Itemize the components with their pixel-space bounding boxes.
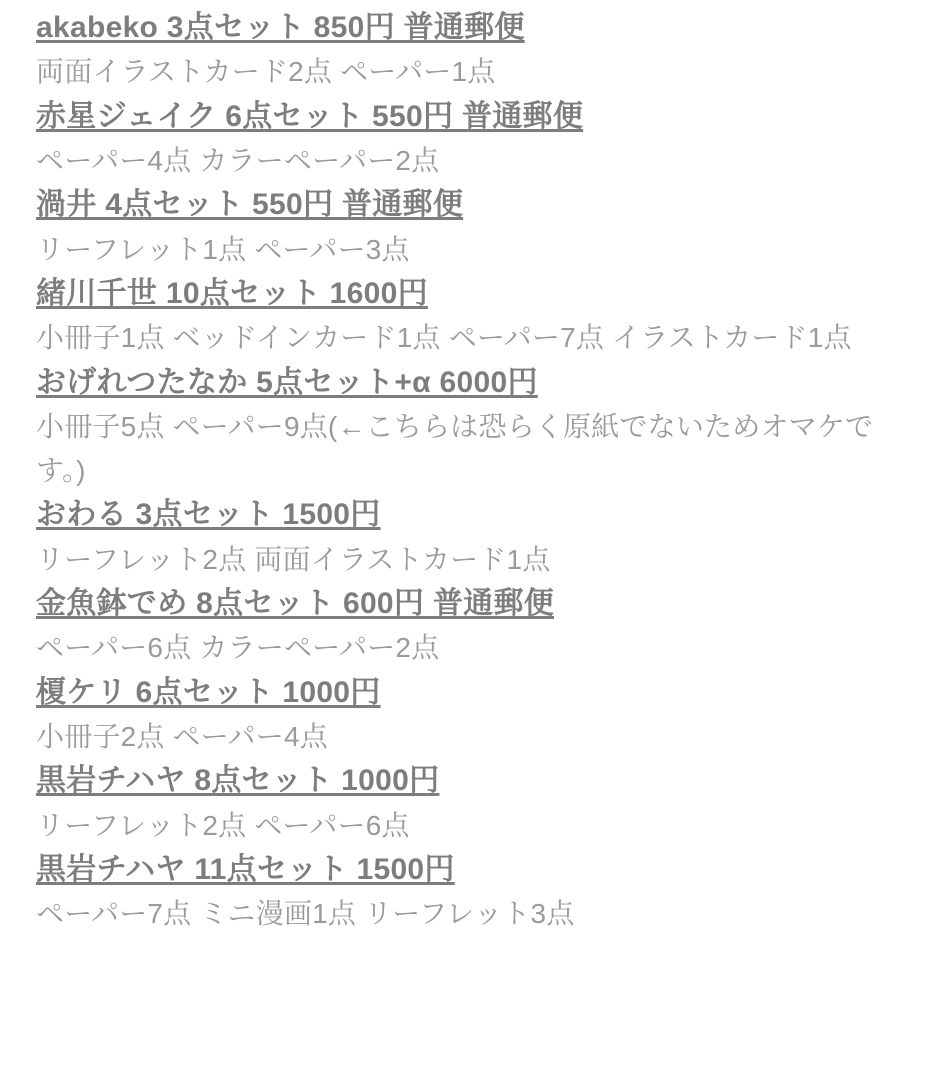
item-detail: ペーパー6点 カラーペーパー2点 xyxy=(36,632,440,664)
item-detail: リーフレット1点 ペーパー3点 xyxy=(36,233,410,265)
item-detail: リーフレット2点 両面イラストカード1点 xyxy=(36,543,551,575)
list-item xyxy=(36,183,911,272)
item-detail: ペーパー7点 ミニ漫画1点 リーフレット3点 xyxy=(36,898,575,930)
item-title: akabeko 3点セット 850円 普通郵便 xyxy=(36,11,525,44)
item-title: 渦井 4点セット 550円 普通郵便 xyxy=(36,188,464,222)
list-item xyxy=(36,95,911,184)
item-detail: ペーパー4点 カラーペーパー2点 xyxy=(36,145,440,177)
item-title: 黒岩チハヤ 11点セット 1500円 xyxy=(36,852,455,886)
item-detail: 両面イラストカード2点 ペーパー1点 xyxy=(36,56,496,88)
item-title: 赤星ジェイク 6点セット 550円 普通郵便 xyxy=(36,99,584,133)
item-title: おわる 3点セット 1500円 xyxy=(36,498,381,532)
item-detail: 小冊子5点 ペーパー9点(←こちらは恐らく原紙でないためオマケです。) xyxy=(36,410,874,487)
item-title: 金魚鉢でめ 8点セット 600円 普通郵便 xyxy=(36,586,555,620)
list-item xyxy=(36,361,911,494)
item-detail: 小冊子1点 ベッドインカード1点 ペーパー7点 イラストカード1点 xyxy=(36,322,852,354)
list-item xyxy=(36,759,911,848)
item-detail: リーフレット2点 ペーパー6点 xyxy=(36,809,410,841)
list-item xyxy=(36,582,911,671)
item-detail: 小冊子2点 ペーパー4点 xyxy=(36,721,328,752)
list-item xyxy=(36,272,911,361)
item-title: 榎ケリ 6点セット 1000円 xyxy=(36,675,381,709)
list-item xyxy=(36,671,911,760)
list-item xyxy=(36,848,911,937)
list-item xyxy=(36,6,911,95)
item-title: おげれつたなか 5点セット+α 6000円 xyxy=(36,365,538,399)
item-title: 緒川千世 10点セット 1600円 xyxy=(36,276,428,310)
list-item xyxy=(36,493,911,582)
item-title: 黒岩チハヤ 8点セット 1000円 xyxy=(36,764,440,798)
